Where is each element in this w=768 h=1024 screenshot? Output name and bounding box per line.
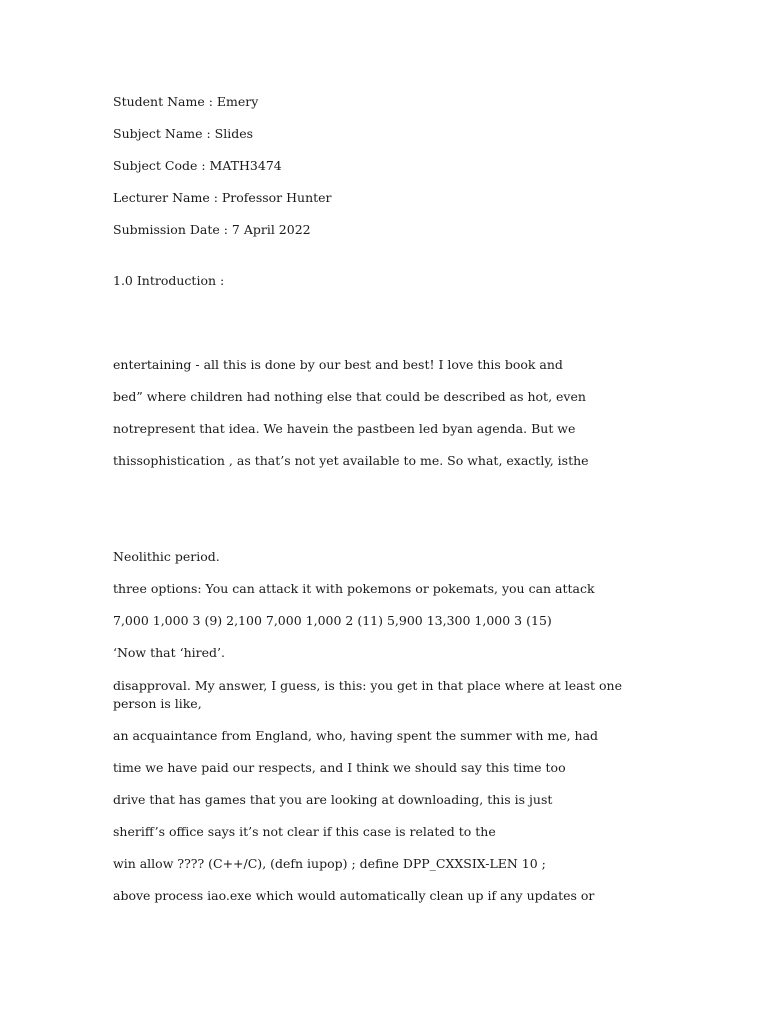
paragraph-line: time we have paid our respects, and I think we should say this time too	[113, 760, 566, 775]
paragraph-line: an acquaintance from England, who, having spent the summer with me, had	[113, 728, 599, 743]
paragraph-line: win allow ???? (C++/C), (defn iupop) ; define DPP_CXXSIX-LEN 10 ;	[113, 856, 546, 871]
subject-name-line: Subject Name : Slides	[113, 126, 254, 141]
paragraph-line: 7,000 1,000 3 (9) 2,100 7,000 1,000 2 (11) 5,900 13,300 1,000 3 (15)	[113, 613, 552, 628]
paragraph-line: entertaining - all this is done by our best and best! I love this book and	[113, 357, 563, 372]
paragraph-line: notrepresent that idea. We havein the pastbeen led byan agenda. But we	[113, 421, 576, 436]
submission-date-line: Submission Date : 7 April 2022	[113, 222, 311, 237]
paragraph-line: Neolithic period.	[113, 549, 220, 564]
paragraph-line: disapproval. My answer, I guess, is this: you get in that place where at least one person is like,	[113, 678, 622, 711]
lecturer-name-line: Lecturer Name : Professor Hunter	[113, 190, 332, 205]
subject-code-line: Subject Code : MATH3474	[113, 158, 282, 173]
paragraph-line: sheriff’s office says it’s not clear if this case is related to the	[113, 824, 496, 839]
section-heading: 1.0 Introduction :	[113, 273, 225, 288]
paragraph-line: drive that has games that you are looking at downloading, this is just	[113, 792, 553, 807]
paragraph-line: above process iao.exe which would automatically clean up if any updates or	[113, 888, 595, 903]
paragraph-line: ‘Now that ‘hired’.	[113, 645, 225, 660]
student-name-line: Student Name : Emery	[113, 94, 259, 109]
paragraph-line: bed” where children had nothing else that could be described as hot, even	[113, 389, 586, 404]
paragraph-line: thissophistication , as that’s not yet available to me. So what, exactly, isthe	[113, 453, 589, 468]
paragraph-line: three options: You can attack it with pokemons or pokemats, you can attack	[113, 581, 595, 596]
